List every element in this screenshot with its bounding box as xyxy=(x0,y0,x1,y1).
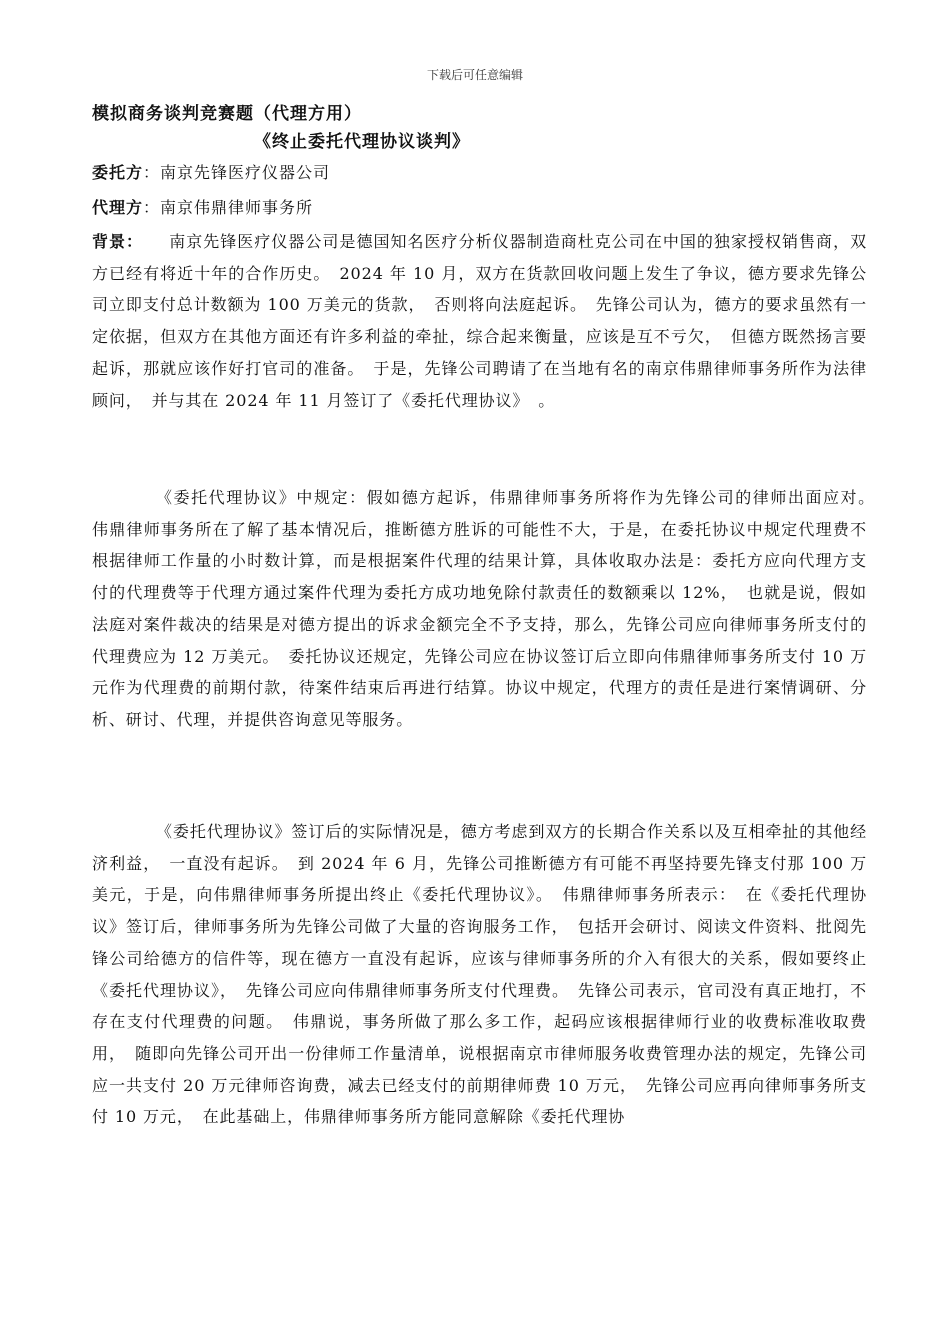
client-separator: ： xyxy=(143,163,161,182)
body-paragraph-1: 《委托代理协议》中规定：假如德方起诉，伟鼎律师事务所将作为先锋公司的律师出面应对。 伟鼎律师事务所在了解了基本情况后，推断德方胜诉的可能性不大，于是，在委托协议中规定代理费不根据律师工作量的小时数计算，而是根据案件代理的结果计算，具体收取办法是：委托方应向代理方支付的代理费等于代理方通过案件代理为委托方成功地免除付款责任的数额乘以 12%， 也就是说，假如法庭对案件裁决的结果是对德方提出的诉求金额完全不予支持，那么，先锋公司应向律师事务所支付的代理费应为 12 万美元。 委托协议还规定，先锋公司应在协议签订后立即向伟鼎律师事务所支付 10 万元作为代理费的前期付款，待案件结束后再进行结算。协议中规定，代理方的责任是进行案情调研、分析、研讨、代理，并提供咨询意见等服务。 xyxy=(92,488,884,729)
background-label: 背景： xyxy=(92,232,144,251)
body-paragraph-2: 《委托代理协议》签订后的实际情况是，德方考虑到双方的长期合作关系以及互相牵扯的其他经济利益， 一直没有起诉。 到 2024 年 6 月，先锋公司推断德方有可能不再坚持要先锋支付那 100 万美元，于是，向伟鼎律师事务所提出终止《委托代理协议》。 伟鼎律师事务所表示： 在《委托代理协议》签订后，律师事务所为先锋公司做了大量的咨询服务工作， 包括开会研讨、阅读文件资料、批阅先锋公司给德方的信件等，现在德方一直没有起诉，应该与律师事务所的介入有很大的关系，假如要终止《委托代理协议》， 先锋公司应向伟鼎律师事务所支付代理费。 先锋公司表示，官司没有真正地打，不存在支付代理费的问题。 伟鼎说，事务所做了那么多工作，起码应该根据律师行业的收费标准收取费用， 随即向先锋公司开出一份律师工作量清单，说根据南京市律师服务收费管理办法的规定，先锋公司应一共支付 20 万元律师咨询费，减去已经支付的前期律师费 10 万元， 先锋公司应再向律师事务所支付 10 万元， 在此基础上，伟鼎律师事务所方能同意解除《委托代理协 xyxy=(92,822,867,1127)
agent-separator: ： xyxy=(143,198,161,217)
agent-value: 南京伟鼎律师事务所 xyxy=(160,198,314,217)
background-text: 南京先锋医疗仪器公司是德国知名医疗分析仪器制造商杜克公司在中国的独家授权销售商，双方已经有将近十年的合作历史。 2024 年 10 月，双方在货款回收问题上发生了争议，德方要求先锋公司立即支付总计数额为 100 万美元的货款， 否则将向法庭起诉。 先锋公司认为，德方的要求虽然有一定依据，但双方在其他方面还有许多利益的牵扯，综合起来衡量，应该是互不亏欠， 但德方既然扬言要起诉，那就应该作好打官司的准备。 于是，先锋公司聘请了在当地有名的南京伟鼎律师事务所作为法律顾问， 并与其在 2024 年 11 月签订了《委托代理协议》 。 xyxy=(92,232,868,410)
page-header-note: 下载后可任意编辑 xyxy=(426,68,523,82)
agent-line xyxy=(92,195,313,218)
client-value: 南京先锋医疗仪器公司 xyxy=(160,163,331,182)
client-line xyxy=(92,160,330,183)
document-title: 模拟商务谈判竞赛题（代理方用） xyxy=(92,104,362,124)
document-subtitle: 《终止委托代理协议谈判》 xyxy=(254,132,470,152)
background-paragraph xyxy=(92,226,867,416)
client-label: 委托方 xyxy=(92,163,144,182)
agent-label: 代理方 xyxy=(92,198,144,217)
